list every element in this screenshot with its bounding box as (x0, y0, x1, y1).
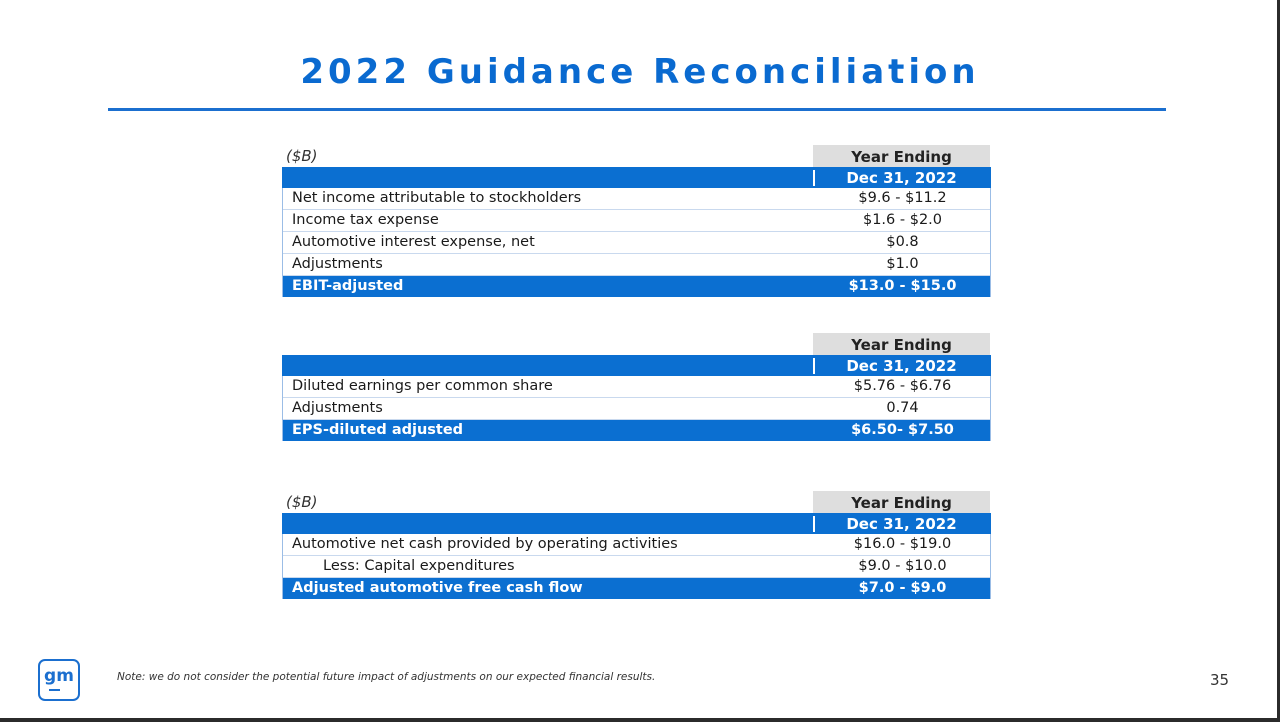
total-value: $6.50- $7.50 (851, 422, 954, 438)
total-label: Adjusted automotive free cash flow (292, 580, 583, 596)
table-row (283, 210, 990, 232)
row-value: $0.8 (886, 234, 919, 250)
header-band (282, 355, 991, 376)
logo-underline (49, 689, 60, 691)
row-value: $1.6 - $2.0 (862, 212, 943, 228)
total-label: EBIT-adjusted (292, 278, 404, 294)
table-row (283, 556, 990, 578)
row-label: Adjustments (292, 400, 383, 416)
row-value: $16.0 - $19.0 (853, 536, 952, 552)
row-value: 0.74 (886, 400, 919, 416)
logo-text: gm (44, 666, 74, 686)
year-ending-header: Year Ending (813, 491, 990, 513)
header-band (282, 167, 991, 188)
page-title: 2022 Guidance Reconciliation (300, 52, 980, 92)
row-label: Automotive interest expense, net (292, 234, 535, 250)
total-label: EPS-diluted adjusted (292, 422, 464, 438)
row-value: $9.6 - $11.2 (858, 190, 947, 206)
row-label: Automotive net cash provided by operating activities (292, 536, 678, 552)
page-number: 35 (1210, 671, 1230, 689)
total-value: $13.0 - $15.0 (848, 278, 957, 294)
window-edge-bottom (0, 718, 1280, 722)
total-row (283, 276, 990, 297)
year-ending-header: Year Ending (813, 145, 990, 167)
row-label: Less: Capital expenditures (323, 558, 515, 574)
row-label: Income tax expense (292, 212, 439, 228)
table-row (283, 534, 990, 556)
year-ending-header: Year Ending (813, 333, 990, 355)
table-rows (282, 534, 991, 599)
table-row (283, 188, 990, 210)
title-divider (108, 108, 1166, 111)
table-rows (282, 376, 991, 441)
total-value: $7.0 - $9.0 (858, 580, 947, 596)
total-row (283, 420, 990, 441)
table-row (283, 254, 990, 276)
header-date: Dec 31, 2022 (846, 515, 957, 533)
table-row (283, 398, 990, 420)
table-row (283, 376, 990, 398)
gm-logo-icon (38, 659, 80, 701)
row-label: Adjustments (292, 256, 383, 272)
header-date: Dec 31, 2022 (846, 169, 957, 187)
footer-note: Note: we do not consider the potential future impact of adjustments on our expected financial results. (117, 671, 656, 683)
header-date: Dec 31, 2022 (846, 357, 957, 375)
table-rows (282, 188, 991, 297)
header-band (282, 513, 991, 534)
row-label: Net income attributable to stockholders (292, 190, 582, 206)
row-value: $9.0 - $10.0 (858, 558, 947, 574)
unit-label: ($B) (286, 147, 318, 165)
row-value: $5.76 - $6.76 (853, 378, 952, 394)
row-label: Diluted earnings per common share (292, 378, 553, 394)
row-value: $1.0 (886, 256, 919, 272)
unit-label: ($B) (286, 493, 318, 511)
total-row (283, 578, 990, 599)
table-row (283, 232, 990, 254)
